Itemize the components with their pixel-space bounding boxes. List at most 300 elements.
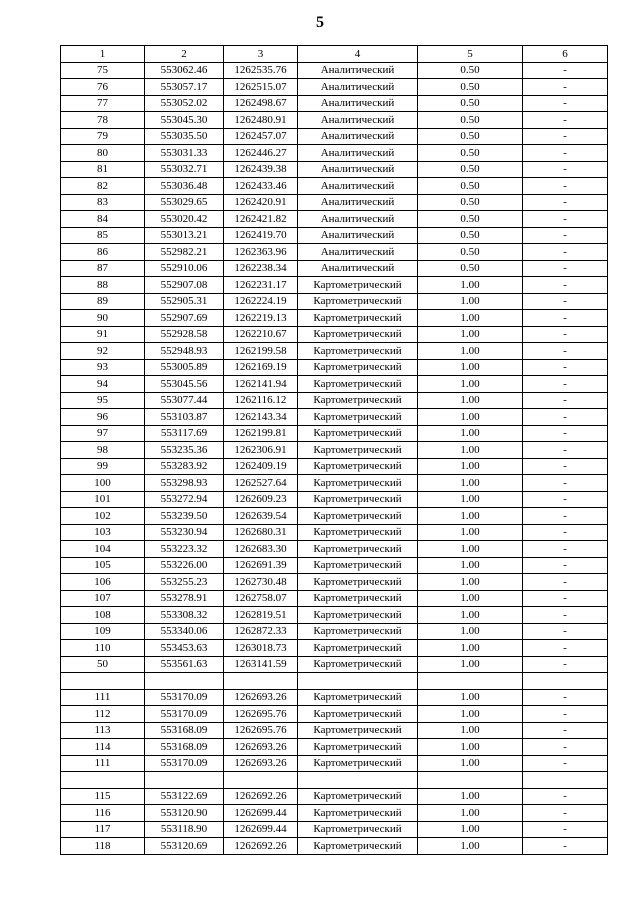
accuracy-cell: 1.00 bbox=[418, 640, 523, 657]
description-cell: - bbox=[523, 491, 608, 508]
method-cell: Аналитический bbox=[298, 112, 418, 129]
empty-cell bbox=[61, 772, 145, 789]
point-number-cell: 102 bbox=[61, 508, 145, 525]
accuracy-cell: 1.00 bbox=[418, 788, 523, 805]
table-row bbox=[61, 838, 608, 855]
method-cell: Аналитический bbox=[298, 211, 418, 228]
x-coordinate-cell: 553031.33 bbox=[145, 145, 224, 162]
table-row bbox=[61, 161, 608, 178]
table-row bbox=[61, 788, 608, 805]
x-coordinate-cell: 553170.09 bbox=[145, 706, 224, 723]
empty-cell bbox=[224, 772, 298, 789]
accuracy-cell: 1.00 bbox=[418, 590, 523, 607]
method-cell: Картометрический bbox=[298, 277, 418, 294]
accuracy-cell: 0.50 bbox=[418, 95, 523, 112]
accuracy-cell: 1.00 bbox=[418, 623, 523, 640]
description-cell: - bbox=[523, 161, 608, 178]
accuracy-cell: 1.00 bbox=[418, 425, 523, 442]
table-row bbox=[61, 95, 608, 112]
method-cell: Картометрический bbox=[298, 838, 418, 855]
y-coordinate-cell: 1262527.64 bbox=[224, 475, 298, 492]
description-cell: - bbox=[523, 524, 608, 541]
description-cell: - bbox=[523, 359, 608, 376]
accuracy-cell: 1.00 bbox=[418, 524, 523, 541]
y-coordinate-cell: 1262433.46 bbox=[224, 178, 298, 195]
x-coordinate-cell: 553045.56 bbox=[145, 376, 224, 393]
table-row bbox=[61, 260, 608, 277]
method-cell: Картометрический bbox=[298, 458, 418, 475]
point-number-cell: 87 bbox=[61, 260, 145, 277]
method-cell: Аналитический bbox=[298, 194, 418, 211]
description-cell: - bbox=[523, 706, 608, 723]
table-separator-row bbox=[61, 673, 608, 690]
method-cell: Картометрический bbox=[298, 491, 418, 508]
method-cell: Картометрический bbox=[298, 310, 418, 327]
y-coordinate-cell: 1262457.07 bbox=[224, 128, 298, 145]
description-cell: - bbox=[523, 722, 608, 739]
accuracy-cell: 1.00 bbox=[418, 541, 523, 558]
table-row bbox=[61, 145, 608, 162]
table-row bbox=[61, 343, 608, 360]
empty-cell bbox=[523, 673, 608, 690]
accuracy-cell: 0.50 bbox=[418, 244, 523, 261]
y-coordinate-cell: 1262872.33 bbox=[224, 623, 298, 640]
table-row bbox=[61, 79, 608, 96]
column-header-accuracy: 5 bbox=[418, 46, 523, 63]
method-cell: Картометрический bbox=[298, 557, 418, 574]
accuracy-cell: 0.50 bbox=[418, 62, 523, 79]
description-cell: - bbox=[523, 293, 608, 310]
point-number-cell: 84 bbox=[61, 211, 145, 228]
accuracy-cell: 1.00 bbox=[418, 508, 523, 525]
method-cell: Картометрический bbox=[298, 392, 418, 409]
accuracy-cell: 1.00 bbox=[418, 409, 523, 426]
method-cell: Картометрический bbox=[298, 755, 418, 772]
x-coordinate-cell: 553235.36 bbox=[145, 442, 224, 459]
description-cell: - bbox=[523, 112, 608, 129]
method-cell: Картометрический bbox=[298, 788, 418, 805]
accuracy-cell: 1.00 bbox=[418, 442, 523, 459]
column-header-description: 6 bbox=[523, 46, 608, 63]
y-coordinate-cell: 1262446.27 bbox=[224, 145, 298, 162]
y-coordinate-cell: 1262363.96 bbox=[224, 244, 298, 261]
y-coordinate-cell: 1262639.54 bbox=[224, 508, 298, 525]
table-row bbox=[61, 821, 608, 838]
y-coordinate-cell: 1262691.39 bbox=[224, 557, 298, 574]
y-coordinate-cell: 1262695.76 bbox=[224, 706, 298, 723]
x-coordinate-cell: 553005.89 bbox=[145, 359, 224, 376]
table-row bbox=[61, 656, 608, 673]
table-row bbox=[61, 640, 608, 657]
method-cell: Картометрический bbox=[298, 821, 418, 838]
x-coordinate-cell: 553020.42 bbox=[145, 211, 224, 228]
x-coordinate-cell: 552928.58 bbox=[145, 326, 224, 343]
method-cell: Картометрический bbox=[298, 640, 418, 657]
accuracy-cell: 1.00 bbox=[418, 491, 523, 508]
y-coordinate-cell: 1262692.26 bbox=[224, 788, 298, 805]
point-number-cell: 112 bbox=[61, 706, 145, 723]
x-coordinate-cell: 553255.23 bbox=[145, 574, 224, 591]
accuracy-cell: 1.00 bbox=[418, 607, 523, 624]
x-coordinate-cell: 553013.21 bbox=[145, 227, 224, 244]
y-coordinate-cell: 1262695.76 bbox=[224, 722, 298, 739]
table-row bbox=[61, 607, 608, 624]
accuracy-cell: 0.50 bbox=[418, 227, 523, 244]
point-number-cell: 82 bbox=[61, 178, 145, 195]
empty-cell bbox=[523, 772, 608, 789]
y-coordinate-cell: 1262306.91 bbox=[224, 442, 298, 459]
method-cell: Картометрический bbox=[298, 376, 418, 393]
accuracy-cell: 1.00 bbox=[418, 343, 523, 360]
method-cell: Картометрический bbox=[298, 656, 418, 673]
description-cell: - bbox=[523, 95, 608, 112]
x-coordinate-cell: 553077.44 bbox=[145, 392, 224, 409]
description-cell: - bbox=[523, 458, 608, 475]
y-coordinate-cell: 1262683.30 bbox=[224, 541, 298, 558]
method-cell: Аналитический bbox=[298, 79, 418, 96]
y-coordinate-cell: 1262199.58 bbox=[224, 343, 298, 360]
point-number-cell: 95 bbox=[61, 392, 145, 409]
method-cell: Картометрический bbox=[298, 508, 418, 525]
method-cell: Картометрический bbox=[298, 574, 418, 591]
table-row bbox=[61, 112, 608, 129]
point-number-cell: 110 bbox=[61, 640, 145, 657]
x-coordinate-cell: 553118.90 bbox=[145, 821, 224, 838]
method-cell: Аналитический bbox=[298, 145, 418, 162]
point-number-cell: 96 bbox=[61, 409, 145, 426]
point-number-cell: 111 bbox=[61, 755, 145, 772]
empty-cell bbox=[298, 772, 418, 789]
description-cell: - bbox=[523, 409, 608, 426]
point-number-cell: 90 bbox=[61, 310, 145, 327]
accuracy-cell: 1.00 bbox=[418, 755, 523, 772]
x-coordinate-cell: 553122.69 bbox=[145, 788, 224, 805]
accuracy-cell: 0.50 bbox=[418, 260, 523, 277]
accuracy-cell: 0.50 bbox=[418, 161, 523, 178]
table-row bbox=[61, 590, 608, 607]
accuracy-cell: 0.50 bbox=[418, 211, 523, 228]
point-number-cell: 50 bbox=[61, 656, 145, 673]
accuracy-cell: 0.50 bbox=[418, 145, 523, 162]
accuracy-cell: 1.00 bbox=[418, 722, 523, 739]
y-coordinate-cell: 1262693.26 bbox=[224, 739, 298, 756]
point-number-cell: 101 bbox=[61, 491, 145, 508]
description-cell: - bbox=[523, 689, 608, 706]
table-row bbox=[61, 524, 608, 541]
method-cell: Картометрический bbox=[298, 524, 418, 541]
method-cell: Картометрический bbox=[298, 326, 418, 343]
table-row bbox=[61, 310, 608, 327]
column-header-x: 2 bbox=[145, 46, 224, 63]
description-cell: - bbox=[523, 475, 608, 492]
description-cell: - bbox=[523, 541, 608, 558]
x-coordinate-cell: 553120.69 bbox=[145, 838, 224, 855]
method-cell: Картометрический bbox=[298, 623, 418, 640]
description-cell: - bbox=[523, 656, 608, 673]
x-coordinate-cell: 553278.91 bbox=[145, 590, 224, 607]
table-row bbox=[61, 293, 608, 310]
accuracy-cell: 1.00 bbox=[418, 359, 523, 376]
y-coordinate-cell: 1262238.34 bbox=[224, 260, 298, 277]
y-coordinate-cell: 1262498.67 bbox=[224, 95, 298, 112]
description-cell: - bbox=[523, 227, 608, 244]
table-row bbox=[61, 425, 608, 442]
empty-cell bbox=[418, 772, 523, 789]
empty-cell bbox=[61, 673, 145, 690]
table-row bbox=[61, 227, 608, 244]
x-coordinate-cell: 553168.09 bbox=[145, 722, 224, 739]
table-row bbox=[61, 706, 608, 723]
method-cell: Аналитический bbox=[298, 128, 418, 145]
y-coordinate-cell: 1262480.91 bbox=[224, 112, 298, 129]
accuracy-cell: 0.50 bbox=[418, 194, 523, 211]
point-number-cell: 118 bbox=[61, 838, 145, 855]
point-number-cell: 75 bbox=[61, 62, 145, 79]
method-cell: Картометрический bbox=[298, 706, 418, 723]
x-coordinate-cell: 553453.63 bbox=[145, 640, 224, 657]
description-cell: - bbox=[523, 343, 608, 360]
x-coordinate-cell: 553057.17 bbox=[145, 79, 224, 96]
point-number-cell: 114 bbox=[61, 739, 145, 756]
table-row bbox=[61, 755, 608, 772]
y-coordinate-cell: 1262699.44 bbox=[224, 821, 298, 838]
y-coordinate-cell: 1262224.19 bbox=[224, 293, 298, 310]
column-header-method: 4 bbox=[298, 46, 418, 63]
page-number: 5 bbox=[316, 14, 324, 31]
table-header-row bbox=[61, 46, 608, 63]
table-row bbox=[61, 739, 608, 756]
description-cell: - bbox=[523, 62, 608, 79]
y-coordinate-cell: 1262515.07 bbox=[224, 79, 298, 96]
x-coordinate-cell: 552910.06 bbox=[145, 260, 224, 277]
table-row bbox=[61, 178, 608, 195]
point-number-cell: 116 bbox=[61, 805, 145, 822]
description-cell: - bbox=[523, 211, 608, 228]
point-number-cell: 99 bbox=[61, 458, 145, 475]
accuracy-cell: 1.00 bbox=[418, 293, 523, 310]
description-cell: - bbox=[523, 244, 608, 261]
y-coordinate-cell: 1262210.67 bbox=[224, 326, 298, 343]
method-cell: Картометрический bbox=[298, 689, 418, 706]
table-row bbox=[61, 442, 608, 459]
y-coordinate-cell: 1262169.19 bbox=[224, 359, 298, 376]
y-coordinate-cell: 1263018.73 bbox=[224, 640, 298, 657]
point-number-cell: 80 bbox=[61, 145, 145, 162]
table-row bbox=[61, 541, 608, 558]
description-cell: - bbox=[523, 805, 608, 822]
y-coordinate-cell: 1262758.07 bbox=[224, 590, 298, 607]
description-cell: - bbox=[523, 425, 608, 442]
method-cell: Картометрический bbox=[298, 607, 418, 624]
accuracy-cell: 1.00 bbox=[418, 557, 523, 574]
x-coordinate-cell: 553223.32 bbox=[145, 541, 224, 558]
y-coordinate-cell: 1262419.70 bbox=[224, 227, 298, 244]
y-coordinate-cell: 1262730.48 bbox=[224, 574, 298, 591]
x-coordinate-cell: 552907.69 bbox=[145, 310, 224, 327]
description-cell: - bbox=[523, 178, 608, 195]
description-cell: - bbox=[523, 838, 608, 855]
accuracy-cell: 1.00 bbox=[418, 574, 523, 591]
accuracy-cell: 1.00 bbox=[418, 310, 523, 327]
table-separator-row bbox=[61, 772, 608, 789]
method-cell: Картометрический bbox=[298, 722, 418, 739]
point-number-cell: 79 bbox=[61, 128, 145, 145]
table-row bbox=[61, 508, 608, 525]
description-cell: - bbox=[523, 310, 608, 327]
method-cell: Аналитический bbox=[298, 178, 418, 195]
y-coordinate-cell: 1262692.26 bbox=[224, 838, 298, 855]
x-coordinate-cell: 553298.93 bbox=[145, 475, 224, 492]
y-coordinate-cell: 1262116.12 bbox=[224, 392, 298, 409]
point-number-cell: 117 bbox=[61, 821, 145, 838]
method-cell: Картометрический bbox=[298, 359, 418, 376]
accuracy-cell: 0.50 bbox=[418, 128, 523, 145]
accuracy-cell: 1.00 bbox=[418, 376, 523, 393]
description-cell: - bbox=[523, 79, 608, 96]
description-cell: - bbox=[523, 508, 608, 525]
y-coordinate-cell: 1262680.31 bbox=[224, 524, 298, 541]
description-cell: - bbox=[523, 557, 608, 574]
point-number-cell: 109 bbox=[61, 623, 145, 640]
y-coordinate-cell: 1262819.51 bbox=[224, 607, 298, 624]
table-row bbox=[61, 409, 608, 426]
y-coordinate-cell: 1262231.17 bbox=[224, 277, 298, 294]
point-number-cell: 81 bbox=[61, 161, 145, 178]
y-coordinate-cell: 1262219.13 bbox=[224, 310, 298, 327]
y-coordinate-cell: 1262420.91 bbox=[224, 194, 298, 211]
x-coordinate-cell: 553239.50 bbox=[145, 508, 224, 525]
accuracy-cell: 1.00 bbox=[418, 277, 523, 294]
y-coordinate-cell: 1262699.44 bbox=[224, 805, 298, 822]
description-cell: - bbox=[523, 640, 608, 657]
y-coordinate-cell: 1262439.38 bbox=[224, 161, 298, 178]
accuracy-cell: 1.00 bbox=[418, 739, 523, 756]
table-row bbox=[61, 392, 608, 409]
method-cell: Картометрический bbox=[298, 805, 418, 822]
point-number-cell: 104 bbox=[61, 541, 145, 558]
method-cell: Аналитический bbox=[298, 161, 418, 178]
accuracy-cell: 0.50 bbox=[418, 112, 523, 129]
empty-cell bbox=[145, 673, 224, 690]
method-cell: Аналитический bbox=[298, 227, 418, 244]
point-number-cell: 108 bbox=[61, 607, 145, 624]
point-number-cell: 77 bbox=[61, 95, 145, 112]
x-coordinate-cell: 553168.09 bbox=[145, 739, 224, 756]
x-coordinate-cell: 552905.31 bbox=[145, 293, 224, 310]
point-number-cell: 106 bbox=[61, 574, 145, 591]
description-cell: - bbox=[523, 574, 608, 591]
point-number-cell: 100 bbox=[61, 475, 145, 492]
point-number-cell: 103 bbox=[61, 524, 145, 541]
description-cell: - bbox=[523, 392, 608, 409]
y-coordinate-cell: 1262609.23 bbox=[224, 491, 298, 508]
method-cell: Картометрический bbox=[298, 343, 418, 360]
description-cell: - bbox=[523, 260, 608, 277]
x-coordinate-cell: 553308.32 bbox=[145, 607, 224, 624]
table-row bbox=[61, 458, 608, 475]
x-coordinate-cell: 553035.50 bbox=[145, 128, 224, 145]
x-coordinate-cell: 553117.69 bbox=[145, 425, 224, 442]
description-cell: - bbox=[523, 590, 608, 607]
table-row bbox=[61, 376, 608, 393]
accuracy-cell: 1.00 bbox=[418, 392, 523, 409]
description-cell: - bbox=[523, 194, 608, 211]
method-cell: Картометрический bbox=[298, 425, 418, 442]
x-coordinate-cell: 553120.90 bbox=[145, 805, 224, 822]
point-number-cell: 89 bbox=[61, 293, 145, 310]
method-cell: Аналитический bbox=[298, 62, 418, 79]
method-cell: Картометрический bbox=[298, 442, 418, 459]
table-row bbox=[61, 689, 608, 706]
description-cell: - bbox=[523, 145, 608, 162]
y-coordinate-cell: 1262143.34 bbox=[224, 409, 298, 426]
empty-cell bbox=[298, 673, 418, 690]
point-number-cell: 91 bbox=[61, 326, 145, 343]
method-cell: Картометрический bbox=[298, 409, 418, 426]
point-number-cell: 105 bbox=[61, 557, 145, 574]
x-coordinate-cell: 553062.46 bbox=[145, 62, 224, 79]
table-row bbox=[61, 277, 608, 294]
y-coordinate-cell: 1262693.26 bbox=[224, 689, 298, 706]
x-coordinate-cell: 553045.30 bbox=[145, 112, 224, 129]
column-header-y: 3 bbox=[224, 46, 298, 63]
table-row bbox=[61, 62, 608, 79]
point-number-cell: 78 bbox=[61, 112, 145, 129]
accuracy-cell: 1.00 bbox=[418, 838, 523, 855]
point-number-cell: 94 bbox=[61, 376, 145, 393]
accuracy-cell: 1.00 bbox=[418, 706, 523, 723]
description-cell: - bbox=[523, 128, 608, 145]
table-row bbox=[61, 244, 608, 261]
y-coordinate-cell: 1262421.82 bbox=[224, 211, 298, 228]
table-row bbox=[61, 805, 608, 822]
accuracy-cell: 1.00 bbox=[418, 821, 523, 838]
y-coordinate-cell: 1262693.26 bbox=[224, 755, 298, 772]
description-cell: - bbox=[523, 376, 608, 393]
method-cell: Аналитический bbox=[298, 260, 418, 277]
point-number-cell: 111 bbox=[61, 689, 145, 706]
accuracy-cell: 1.00 bbox=[418, 689, 523, 706]
point-number-cell: 76 bbox=[61, 79, 145, 96]
table-row bbox=[61, 623, 608, 640]
y-coordinate-cell: 1262409.19 bbox=[224, 458, 298, 475]
x-coordinate-cell: 553029.65 bbox=[145, 194, 224, 211]
x-coordinate-cell: 553230.94 bbox=[145, 524, 224, 541]
x-coordinate-cell: 553226.00 bbox=[145, 557, 224, 574]
table-row bbox=[61, 326, 608, 343]
x-coordinate-cell: 553272.94 bbox=[145, 491, 224, 508]
point-number-cell: 98 bbox=[61, 442, 145, 459]
point-number-cell: 92 bbox=[61, 343, 145, 360]
x-coordinate-cell: 553036.48 bbox=[145, 178, 224, 195]
table-row bbox=[61, 359, 608, 376]
method-cell: Аналитический bbox=[298, 244, 418, 261]
y-coordinate-cell: 1262141.94 bbox=[224, 376, 298, 393]
accuracy-cell: 1.00 bbox=[418, 326, 523, 343]
point-number-cell: 115 bbox=[61, 788, 145, 805]
accuracy-cell: 1.00 bbox=[418, 805, 523, 822]
accuracy-cell: 1.00 bbox=[418, 475, 523, 492]
point-number-cell: 97 bbox=[61, 425, 145, 442]
method-cell: Картометрический bbox=[298, 739, 418, 756]
method-cell: Аналитический bbox=[298, 95, 418, 112]
point-number-cell: 88 bbox=[61, 277, 145, 294]
method-cell: Картометрический bbox=[298, 293, 418, 310]
table-row bbox=[61, 211, 608, 228]
point-number-cell: 85 bbox=[61, 227, 145, 244]
x-coordinate-cell: 553283.92 bbox=[145, 458, 224, 475]
x-coordinate-cell: 553561.63 bbox=[145, 656, 224, 673]
